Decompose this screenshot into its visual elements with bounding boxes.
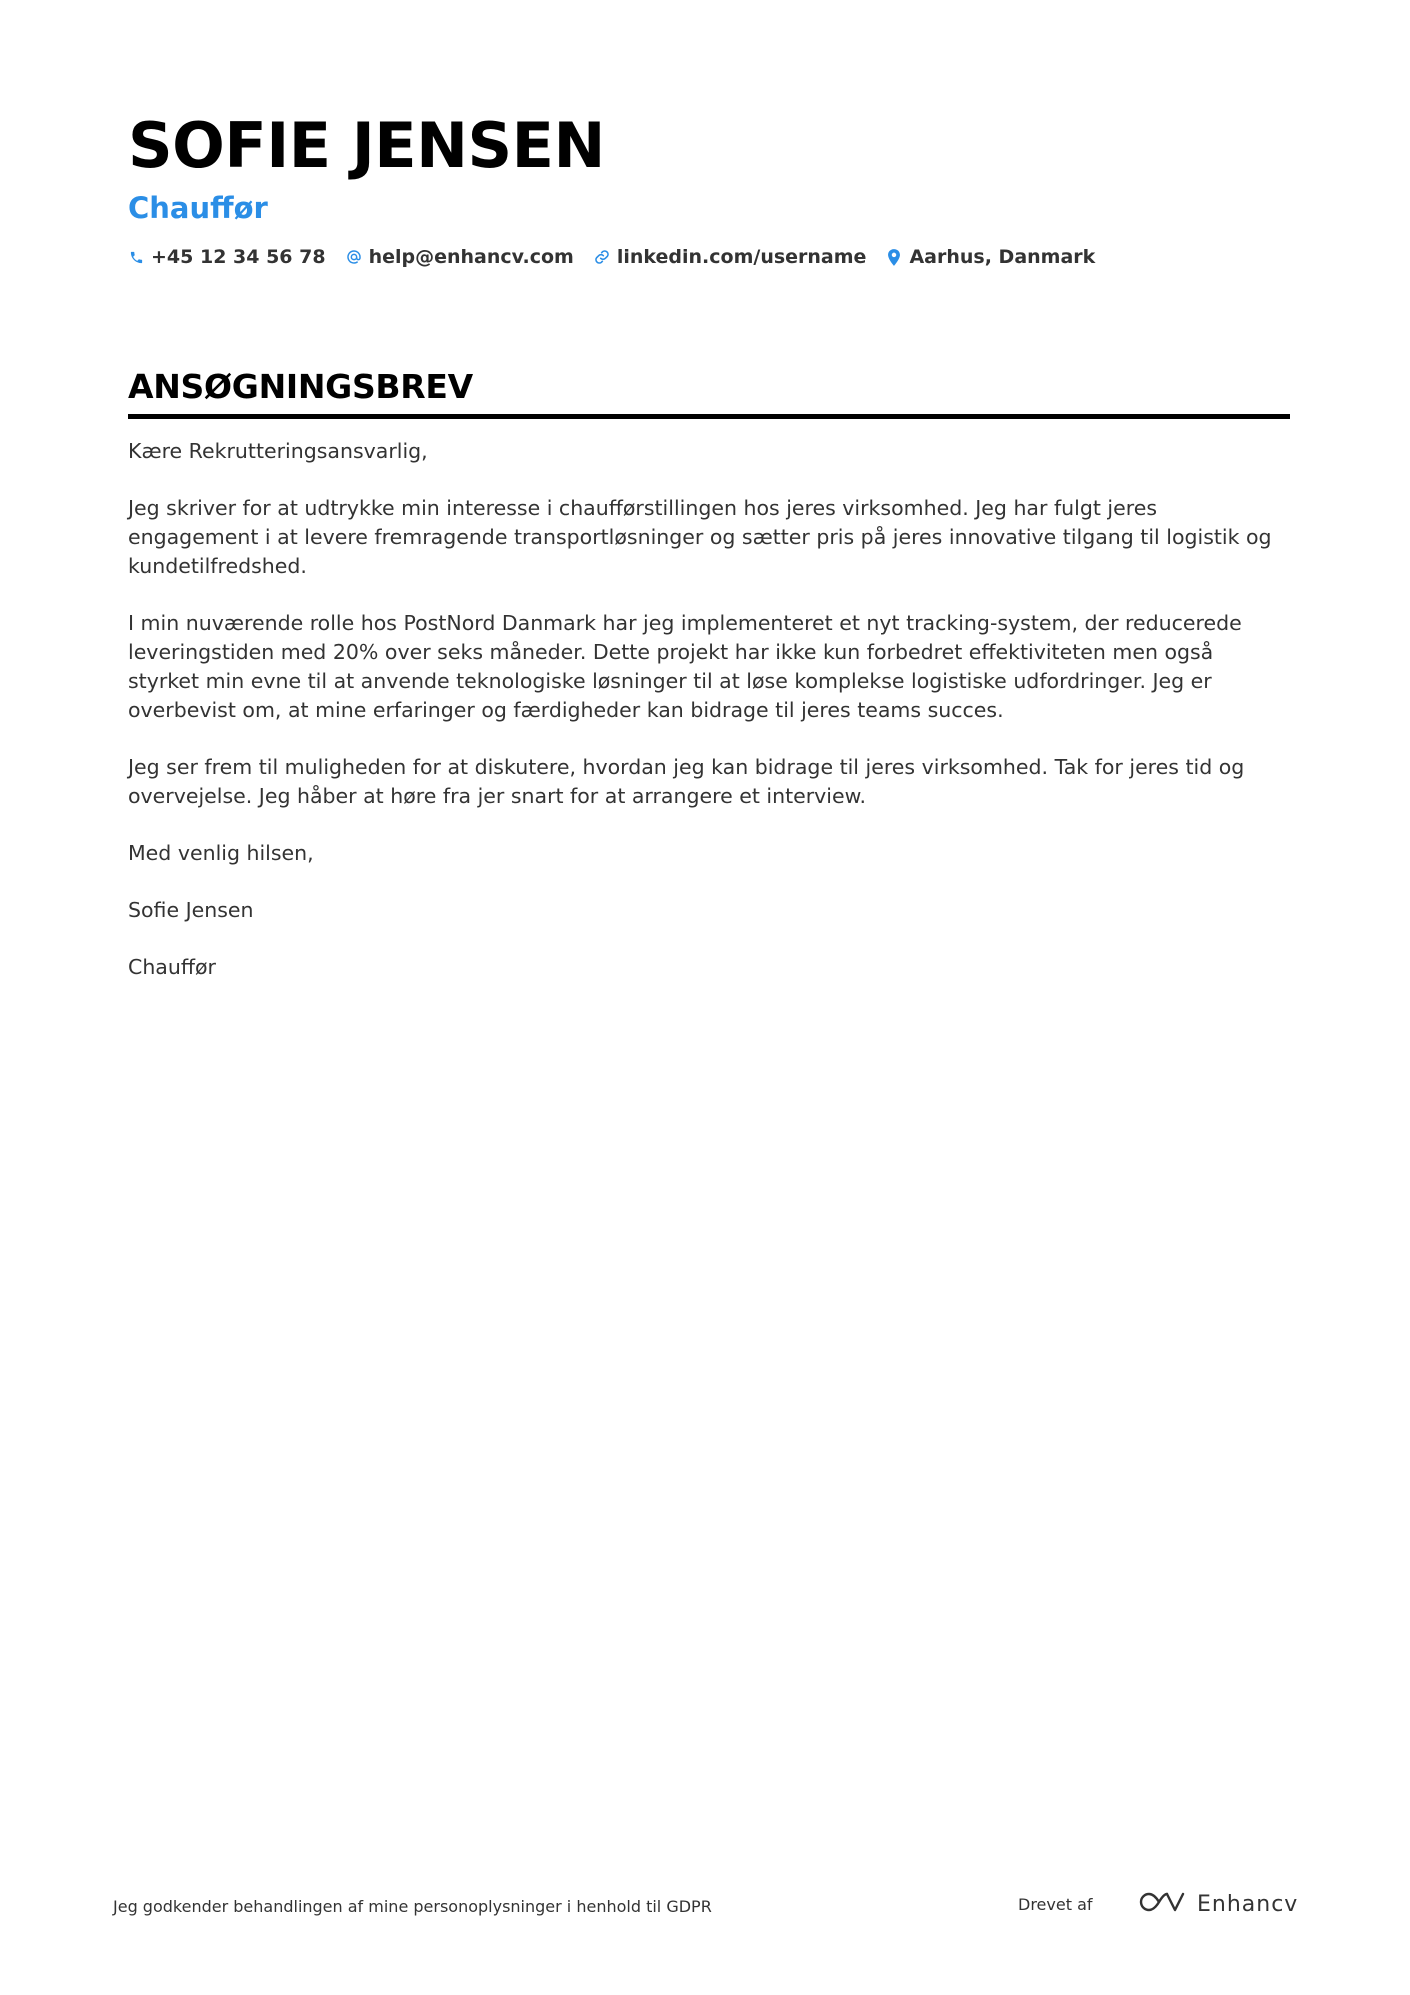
paragraph-1: Jeg skriver for at udtrykke min interesse i chaufførstillingen hos jeres virksomhed. Jeg har fulgt jeres engagement i at levere fremragende transportløsninger og sætter pris på jeres innovative tilgang til logistik og kundetilfredshed. — [128, 496, 1272, 578]
at-icon — [346, 249, 362, 265]
link-icon — [594, 249, 610, 265]
section-divider — [128, 414, 1290, 419]
paragraph-2: I min nuværende rolle hos PostNord Danmark har jeg implementeret et nyt tracking-system, der reducerede leveringstiden med 20% over seks måneder. Dette projekt har ikke kun forbedret effektiviteten men også styrket min evne til at anvende teknologiske løsninger til at løse komplekse logistiske udfordringer. Jeg er overbevist om, at mine erfaringer og færdigheder kan bidrage til jeres teams succes. — [128, 611, 1242, 722]
contact-location-text: Aarhus, Danmark — [909, 246, 1096, 268]
phone-icon — [128, 249, 144, 265]
salutation: Kære Rekrutteringsansvarlig, — [128, 439, 428, 463]
contact-linkedin-text[interactable]: linkedin.com/username — [616, 246, 867, 268]
contact-location — [886, 246, 1095, 268]
powered-by-label: Drevet af — [1018, 1895, 1093, 1914]
contact-email[interactable] — [346, 246, 574, 268]
contact-phone — [128, 246, 326, 268]
contact-phone-text: +45 12 34 56 78 — [151, 246, 326, 268]
section-title: ANSØGNINGSBREV — [128, 367, 473, 406]
signature-name: Sofie Jensen — [128, 898, 254, 922]
letter-body — [128, 437, 1288, 982]
header — [128, 108, 1288, 268]
cover-letter-section — [128, 364, 1290, 1010]
brand-logo[interactable] — [1137, 1888, 1298, 1920]
contact-email-text[interactable]: help@enhancv.com — [368, 246, 574, 268]
enhancv-logo-icon — [1137, 1889, 1185, 1919]
applicant-name: SOFIE JENSEN — [128, 109, 605, 182]
location-pin-icon — [886, 249, 902, 265]
contact-bar — [128, 246, 1288, 268]
applicant-role: Chauffør — [128, 191, 268, 225]
brand-name: Enhancv — [1197, 1891, 1299, 1917]
footer — [113, 1888, 1299, 1928]
signature-title: Chauffør — [128, 955, 216, 979]
paragraph-3: Jeg ser frem til muligheden for at diskutere, hvordan jeg kan bidrage til jeres virksomhed. Tak for jeres tid og overvejelse. Jeg håber at høre fra jer snart for at arrangere et interview. — [128, 755, 1245, 808]
gdpr-consent: Jeg godkender behandlingen af mine personoplysninger i henhold til GDPR — [113, 1897, 712, 1916]
contact-linkedin[interactable] — [594, 246, 867, 268]
closing: Med venlig hilsen, — [128, 841, 314, 865]
